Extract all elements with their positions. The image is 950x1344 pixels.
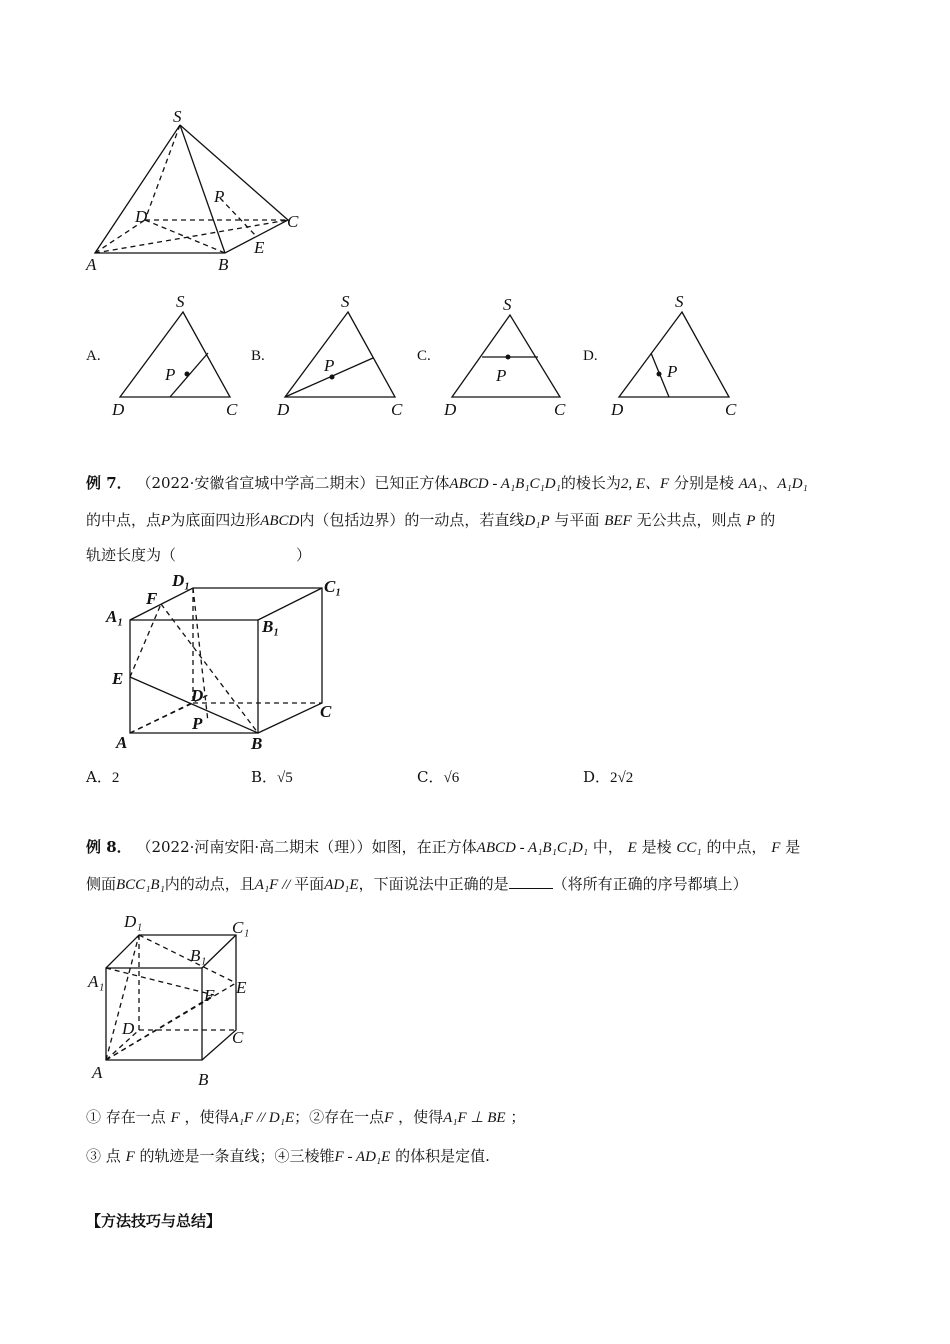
- ex7-line3: [86, 544, 311, 566]
- ex8-t5: 的中点，: [706, 838, 767, 856]
- ex7-option-a: [86, 766, 119, 789]
- opt-a-C: C: [226, 400, 238, 419]
- ex7-t2: 2, E、F: [620, 476, 670, 492]
- opt-d-D: D: [611, 400, 624, 419]
- ex7-l2d: ABCD: [260, 513, 300, 529]
- ex7-label-A: A: [116, 733, 128, 752]
- label-B: B: [218, 255, 229, 274]
- ex8-s2a: ③ 点: [86, 1147, 121, 1165]
- ex8-l2h: （将所有正确的序号都填上）: [552, 875, 748, 893]
- ex8-s1g: ，使得: [398, 1108, 444, 1126]
- ex8-s2e: 的体积是定值.: [395, 1147, 490, 1165]
- label-A: A: [86, 255, 97, 274]
- ex8-answer-blank: [509, 874, 553, 889]
- ex7-opt-b-label: B．: [251, 768, 278, 786]
- ex7-opt-b-value: √5: [277, 770, 293, 786]
- ex8-s2d: F - AD₁E: [334, 1149, 391, 1165]
- ex7-label-E: E: [112, 669, 124, 688]
- ex8-cube-figure: [84, 905, 284, 1090]
- ex7-opt-c-label: C．: [417, 768, 444, 786]
- label-S: S: [173, 110, 182, 126]
- option-c-figure: [440, 285, 580, 425]
- ex8-label-C1: C₁: [232, 918, 250, 937]
- ex7-l2i: 无公共点，则点: [636, 511, 742, 529]
- ex8-t1: 中，: [592, 838, 623, 856]
- ex7-l2c: 为底面四边形: [170, 511, 261, 529]
- ex7-l2k: 的: [760, 511, 776, 529]
- ex7-cube-figure: [100, 570, 360, 760]
- ex7-l2j: P: [746, 513, 756, 529]
- opt-c-S: S: [503, 295, 512, 314]
- ex7-label-B: B: [251, 734, 263, 753]
- opt-c-C: C: [554, 400, 566, 419]
- ex7-cube: ABCD - A₁B₁C₁D₁: [449, 476, 561, 492]
- ex8-statements-2: [86, 1145, 490, 1168]
- ex8-label-D: D: [122, 1019, 135, 1038]
- ex8-l2e: 平面: [294, 875, 325, 893]
- option-a-label: A.: [86, 348, 101, 364]
- ex8-line1: [86, 836, 800, 859]
- ex7-option-b: [251, 766, 293, 789]
- option-b-label: B.: [251, 348, 265, 364]
- ex7-l2b: P: [161, 513, 171, 529]
- opt-b-D: D: [277, 400, 290, 419]
- ex8-t2: E: [627, 840, 637, 856]
- ex7-t1: 的棱长为: [560, 474, 621, 492]
- ex7-tag: 例 7．: [86, 474, 132, 492]
- ex8-tag: 例 8．: [86, 838, 132, 856]
- ex7-t6: A₁D₁: [777, 476, 808, 492]
- ex8-t6: F: [771, 840, 781, 856]
- ex7-line2: [86, 509, 775, 532]
- ex8-source: （2022·河南安阳·高二期末（理））如图，在正方体: [136, 838, 477, 856]
- ex8-s2c: 的轨迹是一条直线；④三棱锥: [139, 1147, 335, 1165]
- ex8-l2g: ，下面说法中正确的是: [358, 875, 509, 893]
- ex8-t7: 是: [785, 838, 801, 856]
- option-d-figure: [605, 285, 745, 425]
- opt-a-S: S: [176, 292, 185, 311]
- ex8-l2c: 内的动点，且: [164, 875, 255, 893]
- ex7-t4: AA₁: [738, 476, 763, 492]
- ex7-label-B1: B₁: [262, 617, 280, 636]
- opt-b-P: P: [324, 356, 335, 375]
- ex8-s1d: A₁F // D₁E: [229, 1110, 295, 1126]
- opt-a-P: P: [165, 365, 176, 384]
- opt-c-P: P: [496, 366, 507, 385]
- ex8-label-A1: A₁: [88, 972, 105, 991]
- opt-a-D: D: [112, 400, 125, 419]
- ex8-t4: CC₁: [676, 840, 702, 856]
- ex7-label-D1: D₁: [172, 571, 191, 590]
- ex8-s1c: ，使得: [184, 1108, 230, 1126]
- ex8-label-B: B: [198, 1070, 209, 1089]
- opt-b-S: S: [341, 292, 350, 311]
- ex8-s1h: A₁F ⊥ BE: [443, 1110, 506, 1126]
- label-C: C: [287, 212, 299, 231]
- ex7-option-c: [417, 766, 459, 789]
- ex7-label-F: F: [146, 589, 158, 608]
- ex8-l2f: AD₁E: [324, 877, 359, 893]
- option-a-figure: [110, 285, 250, 425]
- opt-d-S: S: [675, 292, 684, 311]
- label-E: E: [254, 238, 265, 257]
- ex7-source: （2022·安徽省宣城中学高二期末）已知正方体: [136, 474, 450, 492]
- label-P: P: [214, 187, 225, 206]
- opt-c-D: D: [444, 400, 457, 419]
- ex7-option-d: [583, 766, 633, 789]
- option-c-label: C.: [417, 348, 431, 364]
- ex8-s1a: ① 存在一点: [86, 1108, 166, 1126]
- ex8-label-F: F: [204, 986, 215, 1005]
- ex7-label-C1: C₁: [324, 577, 342, 596]
- ex8-cube: ABCD - A₁B₁C₁D₁: [476, 840, 589, 856]
- ex8-label-B1: B₁: [190, 946, 207, 965]
- ex7-l2a: 的中点，点: [86, 511, 162, 529]
- ex7-opt-a-value: 2: [111, 770, 120, 786]
- ex7-label-A1: A₁: [106, 607, 124, 626]
- ex8-label-C: C: [232, 1028, 244, 1047]
- ex8-label-A: A: [92, 1063, 103, 1082]
- ex7-line1: [86, 472, 808, 495]
- ex8-s1f: F: [384, 1110, 394, 1126]
- ex7-label-D: D: [191, 686, 204, 705]
- ex7-t5: 、: [762, 474, 778, 492]
- option-b-figure: [275, 285, 415, 425]
- ex7-l2g: 与平面: [554, 511, 600, 529]
- ex7-label-C: C: [320, 702, 332, 721]
- ex8-s1i: ；: [510, 1108, 526, 1126]
- ex7-label-P: P: [192, 714, 203, 733]
- ex8-label-D1: D₁: [124, 912, 143, 931]
- ex7-t3: 分别是棱: [673, 474, 734, 492]
- ex8-s1b: F: [170, 1110, 180, 1126]
- opt-d-C: C: [725, 400, 737, 419]
- ex8-label-E: E: [236, 978, 247, 997]
- ex7-opt-d-label: D．: [583, 768, 611, 786]
- ex7-opt-a-label: A．: [86, 768, 112, 786]
- opt-b-C: C: [391, 400, 403, 419]
- ex7-l2f: D₁P: [524, 513, 550, 529]
- label-D: D: [135, 207, 148, 226]
- opt-d-P: P: [667, 362, 678, 381]
- ex8-s2b: F: [125, 1149, 135, 1165]
- ex8-l2b: BCC₁B₁: [116, 877, 165, 893]
- ex8-l2a: 侧面: [86, 875, 117, 893]
- pyramid-figure: [80, 110, 320, 280]
- ex8-line2: [86, 873, 748, 896]
- ex8-t3: 是棱: [641, 838, 672, 856]
- ex7-l3: 轨迹长度为（: [86, 546, 177, 564]
- section-heading: 【方法技巧与总结】: [86, 1212, 222, 1230]
- ex7-opt-d-value: 2√2: [610, 770, 634, 786]
- ex7-opt-c-value: √6: [443, 770, 460, 786]
- ex8-statements-1: [86, 1106, 525, 1129]
- ex8-s1e: ；②存在一点: [294, 1108, 385, 1126]
- option-d-label: D.: [583, 348, 598, 364]
- ex7-l3end: ）: [296, 546, 312, 564]
- ex7-l2e: 内（包括边界）的一动点，若直线: [299, 511, 525, 529]
- ex8-l2d: A₁F //: [254, 877, 295, 893]
- ex7-l2h: BEF: [604, 513, 632, 529]
